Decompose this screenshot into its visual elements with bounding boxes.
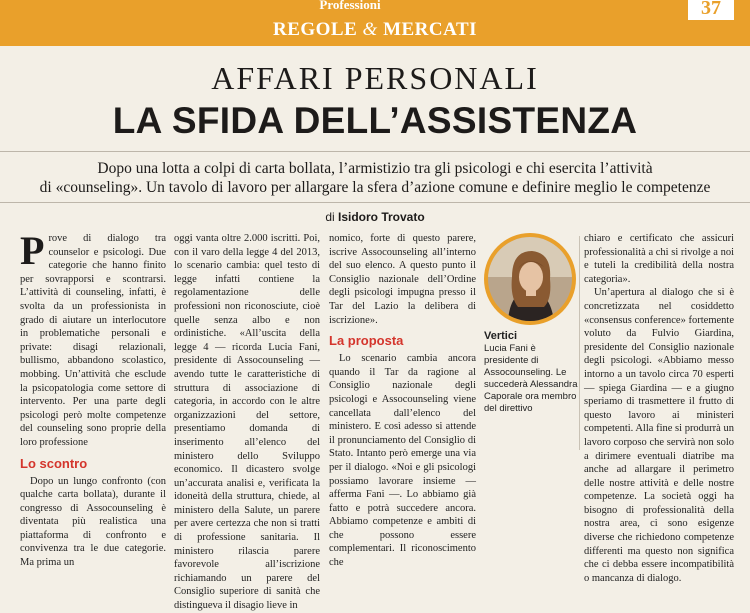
byline-prefix: di xyxy=(325,210,335,224)
section-title: Professioni xyxy=(319,0,381,10)
section-left: REGOLE xyxy=(272,19,358,40)
article-column-1 xyxy=(20,228,166,570)
paragraph: oggi vanta oltre 2.000 iscritti. Poi, con il varo della legge 4 del 2013, lo scenario cambia: quel testo di legge infatti contiene la regolamentazione delle professioni non riconosciute, cioè quelle senza albo e non ordinistiche. «All’uscita della legge 4 — ricorda Lucia Fani, presidente di Assocounseling — avendo tutte le caratteristiche di struttura di associazione di categoria, in accordo con le altre organizzazioni del settore, presentiamo domanda di inserimento all’elenco del ministero dello Sviluppo economico. Il dicastero svolge un’accurata analisi e, verificata la idoneità della struttura, chiede, al ministero della Salute, un parere per avere certezza che non si tratti di professione sanitaria. Il ministero rilascia parere favorevole all’iscrizione richiamando un parere del Consiglio superiore di sanità che distingueva il disagio lieve in xyxy=(174,233,320,612)
paragraph: chiaro e certificato che assicuri professionalità a chi si rivolge a noi e tuteli la credibilità della nostra categoria». xyxy=(584,233,734,285)
drop-cap: P xyxy=(20,228,45,273)
page-number: 37 xyxy=(688,0,734,20)
section-right: MERCATI xyxy=(383,19,478,40)
section-ampersand: & xyxy=(362,19,378,40)
paragraph: Lo scenario cambia ancora quando il Tar da ragione al Consiglio nazionale degli psicologi e Assocounseling viene cancellata dall’elenco del ministero. E così adesso si attende il pronunciamento del Consiglio di Stato. Intanto però emerge una via per il dialogo. «Noi e gli psicologi possiamo lavorare insieme — afferma Fani —. Lo abbiamo già fatto e potrà succedere ancora. Abbiamo competenze e ambiti di che possono essere complementari. Il riconoscimento che xyxy=(329,353,476,569)
article-headline: LA SFIDA DELL’ASSISTENZA xyxy=(112,100,638,141)
byline xyxy=(0,210,750,224)
portrait-image xyxy=(488,237,572,321)
article-column-2 xyxy=(174,232,320,613)
paragraph: Un’apertura al dialogo che si è concretizzata nel cosiddetto «consensus conference» fortemente voluto da Fulvio Giardina, presidente del Consiglio nazionale degli psicologi. «Abbiamo messo intorno a un tavolo circa 70 esperti — spiega Giardina — e a giugno speriamo di trasmettere il frutto di questo lavoro ai ministeri competenti. Alla fine si produrrà un lavoro corposo che servirà non solo a dirimere eventuali diatribe ma anche ad allargare il perimetro delle nostre attività e delle nostre competenze. La società oggi ha bisogno di professionalità della nostra area, ci sono esigenze diverse che richiedono competenze differenti ma questo non significa che ci debba essere incompatibilità o mancanza di dialogo. xyxy=(584,287,734,584)
article-column-5 xyxy=(584,232,734,585)
portrait-photo xyxy=(484,233,576,325)
article-kicker: AFFARI PERSONALI xyxy=(211,60,539,96)
paragraph: Dopo un lungo confronto (con qualche carta bollata), durante il congresso di Assocounseling è diventata più realistica una piattaforma di confronto e convivenza tra le due categorie. Ma prima un xyxy=(20,475,166,569)
photo-caption xyxy=(484,330,579,415)
subheading: Lo scontro xyxy=(20,455,88,471)
paragraph: nomico, forte di questo parere, iscrive Assocounseling all’interno del suo elenco. A questo punto il Consiglio nazionale dell’Ordine degli psicologi impugna presso il Tar del Lazio la delibera di iscrizione». xyxy=(329,233,476,326)
caption-title: Vertici xyxy=(484,330,518,342)
article-column-3 xyxy=(329,232,476,570)
subheading: La proposta xyxy=(329,333,404,349)
divider xyxy=(0,151,750,152)
article-deck xyxy=(30,159,720,197)
byline-author: Isidoro Trovato xyxy=(338,210,425,224)
paragraph-text: rove di dialogo tra counselor e psicologi. Due categorie che hanno finito per sovrapporsi e scontrarsi. L’attività di counseling, infatti, è svolta da un professionista in grado di aiutare un interlocutore in problematiche personali e private: disagi relazionali, bullismo, abbandono scolastico, mobbing. Un’attività che esclude la psicopatologia come settore di intervento. Per una parte degli psicologi però molte competenze del counseling sono proprie della loro professione xyxy=(20,233,166,448)
deck-line-1: Dopo una lotta a colpi di carta bollata, l’armistizio tra gli psicologi e chi esercita l’attività xyxy=(97,160,653,177)
paragraph xyxy=(20,228,166,450)
section-subtitle xyxy=(270,19,480,43)
deck-line-2: di «counseling». Un tavolo di lavoro per allargare la sfera d’azione comune e definire meglio le competenze xyxy=(39,179,711,196)
column-divider xyxy=(579,236,580,450)
divider xyxy=(0,202,750,203)
caption-text: Lucia Fani è presidente di Assocounseling. Le succederà Alessandra Caporale ora membro del direttivo xyxy=(484,343,578,414)
